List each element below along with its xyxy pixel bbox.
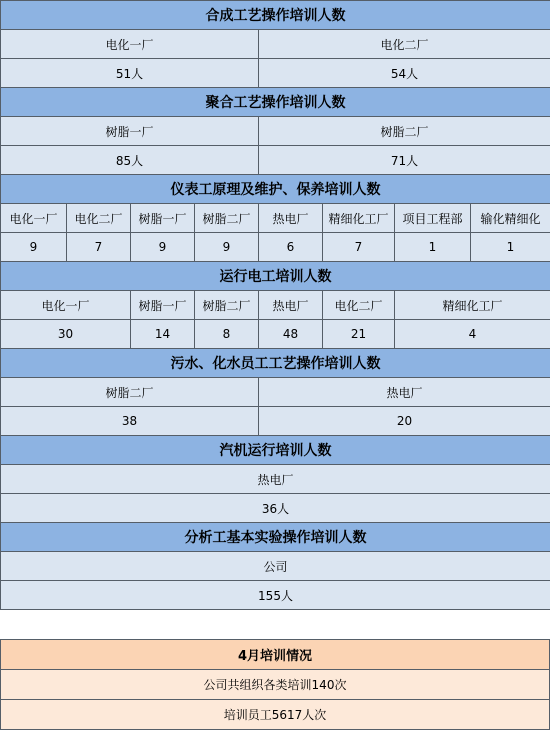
unit-label: 电化二厂	[259, 30, 550, 59]
unit-label: 树脂二厂	[259, 117, 550, 146]
unit-label: 树脂二厂	[195, 204, 259, 233]
section-header-row	[1, 523, 550, 552]
label-row	[1, 552, 550, 581]
unit-label: 热电厂	[259, 378, 550, 407]
section-title: 污水、化水员工工艺操作培训人数	[1, 349, 550, 378]
april-header-row	[1, 640, 550, 670]
count-value: 30	[1, 320, 131, 349]
label-row	[1, 378, 550, 407]
section-header-row	[1, 349, 550, 378]
section-header-row	[1, 175, 550, 204]
section-title: 运行电工培训人数	[1, 262, 550, 291]
unit-label: 电化一厂	[1, 30, 259, 59]
unit-label: 项目工程部	[395, 204, 471, 233]
unit-label: 电化一厂	[1, 204, 67, 233]
unit-label: 热电厂	[259, 291, 323, 320]
count-value: 71人	[259, 146, 550, 175]
unit-label: 热电厂	[1, 465, 550, 494]
section-title: 仪表工原理及维护、保养培训人数	[1, 175, 550, 204]
count-value: 1	[395, 233, 471, 262]
april-total-sessions: 公司共组织各类培训140次	[1, 670, 550, 700]
count-value: 54人	[259, 59, 550, 88]
section-header-row	[1, 436, 550, 465]
unit-label: 热电厂	[259, 204, 323, 233]
count-value: 85人	[1, 146, 259, 175]
count-value: 48	[259, 320, 323, 349]
value-row	[1, 320, 550, 349]
count-value: 155人	[1, 581, 550, 610]
count-value: 14	[131, 320, 195, 349]
section-title: 合成工艺操作培训人数	[1, 1, 550, 30]
section-header-row	[1, 88, 550, 117]
unit-label: 公司	[1, 552, 550, 581]
count-value: 9	[1, 233, 67, 262]
section-title: 汽机运行培训人数	[1, 436, 550, 465]
value-row	[1, 494, 550, 523]
label-row	[1, 30, 550, 59]
count-value: 7	[67, 233, 131, 262]
label-row	[1, 465, 550, 494]
count-value: 9	[131, 233, 195, 262]
april-row	[1, 700, 550, 730]
count-value: 1	[471, 233, 550, 262]
label-row	[1, 117, 550, 146]
unit-label: 精细化工厂	[323, 204, 395, 233]
unit-label: 树脂二厂	[1, 378, 259, 407]
value-row	[1, 233, 550, 262]
unit-label: 树脂一厂	[131, 204, 195, 233]
count-value: 9	[195, 233, 259, 262]
april-summary-table	[0, 639, 550, 730]
unit-label: 精细化工厂	[395, 291, 550, 320]
section-title: 聚合工艺操作培训人数	[1, 88, 550, 117]
unit-label: 输化精细化	[471, 204, 550, 233]
value-row	[1, 407, 550, 436]
count-value: 38	[1, 407, 259, 436]
count-value: 51人	[1, 59, 259, 88]
value-row	[1, 581, 550, 610]
count-value: 36人	[1, 494, 550, 523]
count-value: 20	[259, 407, 550, 436]
count-value: 7	[323, 233, 395, 262]
section-title: 分析工基本实验操作培训人数	[1, 523, 550, 552]
count-value: 4	[395, 320, 550, 349]
april-total-trainees: 培训员工5617人次	[1, 700, 550, 730]
value-row	[1, 59, 550, 88]
april-title: 4月培训情况	[1, 640, 550, 670]
count-value: 6	[259, 233, 323, 262]
section-header-row	[1, 262, 550, 291]
april-row	[1, 670, 550, 700]
unit-label: 树脂二厂	[195, 291, 259, 320]
section-header-row	[1, 1, 550, 30]
value-row	[1, 146, 550, 175]
unit-label: 树脂一厂	[131, 291, 195, 320]
unit-label: 电化二厂	[323, 291, 395, 320]
count-value: 21	[323, 320, 395, 349]
count-value: 8	[195, 320, 259, 349]
label-row	[1, 291, 550, 320]
unit-label: 电化二厂	[67, 204, 131, 233]
unit-label: 电化一厂	[1, 291, 131, 320]
label-row	[1, 204, 550, 233]
unit-label: 树脂一厂	[1, 117, 259, 146]
